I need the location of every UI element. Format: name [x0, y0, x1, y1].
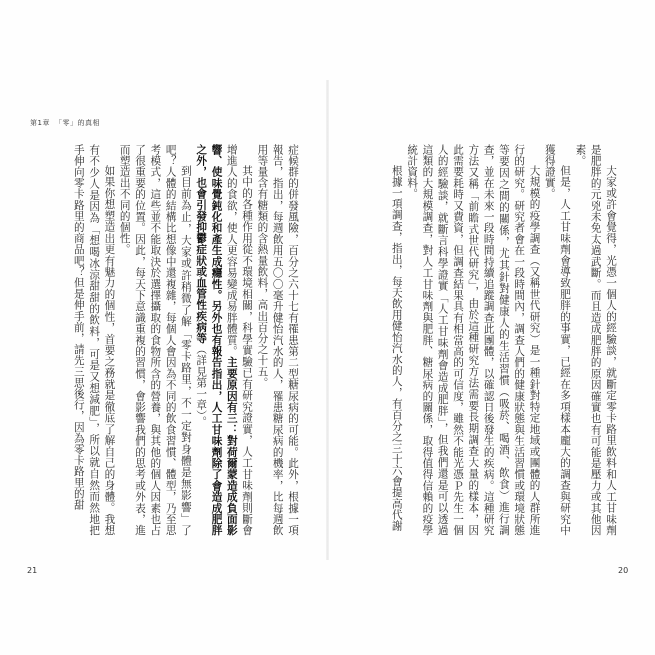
paragraph: 根據一項調查，指出，每天飲用健怡汽水的人，有百分之三十六會提高代謝	[390, 165, 403, 532]
paragraph: 大家或許會覺得，光憑一個人的經驗談，就斷定零卡路里飲料和人工甘味劑是肥胖的元兇未免太過武斷。而且造成肥胖的原因確實也有可能是壓力或其他因素。	[574, 144, 617, 536]
paragraph: 大規模的疫學調查（又稱世代研究）是一種針對特定地域或團體的人群所進行的研究。研究者會在一段時間內，調查人們的健康狀態與生活習慣或環境狀態等要因之間的關係，尤其針對健康人的生活習慣（吸菸、喝酒、飲食）進行調查，並在未來一段時間持續追蹤調查此團體，以確認日後發生的疾病。這種研究方法又稱「前瞻式世代研究」，由於這種研究方法需要長期調查大量的樣本，因此需要耗時又費資，但調查結果具有相當高的可信度，雖然不能光憑Ｐ先生一個人的經驗談，就斷言科學證實「人工甘味劑會造成肥胖」，但我們還是可以透過這類的大規模調查，對人工甘味劑與肥胖、糖尿病的關係，取得值得信賴的疫學統計資料。	[406, 144, 541, 536]
paragraph-text: （詳見第一章）。	[195, 343, 208, 428]
emphasized-text: 主要原因有三：對荷爾蒙造成負面影響、使味覺鈍化和產生成癮性。另外也有報告指出，人工甘味劑除了會造成肥胖之外，也會引發抑鬱症狀或血管性疾病等	[195, 144, 238, 536]
right-page-body	[380, 144, 618, 536]
right-page	[328, 0, 655, 655]
paragraph: 如果你想塑造出更有魅力的個性，首要之務就是徹底了解自己的身體。我想有不少人是因為「想喝冰涼甜甜的飲料，可是又想減肥」，所以就自然而然地把手伸向零卡路里的商品吧？但是伸手前，請先三思後行，因為零卡路里的甜	[72, 144, 116, 536]
page-number-left: 21	[27, 566, 38, 575]
paragraph: 到目前為止，大家或許稍微了解「零卡路里，不一定對身體是無影響」了吧？人體的結構比想像中還複雜，每個人會因為不同的飲食習慣、體型，乃至思考模式，這些並不能取決於選擇攝取的食物所含的營養，與其他的個人因素也占了很重要的位置。因此，每天下意識重複的習慣，會影響我們的思考或外表，進而塑造出不同的個性。	[118, 144, 192, 536]
page-number-right: 20	[618, 566, 629, 575]
chapter-label: 第1章	[30, 119, 50, 127]
running-head	[30, 118, 100, 128]
paragraph-text: 其中的各種作用從不環境相關，科學實驗已有研究證實，人工甘味劑則斷會增進人的食欲，使人更容易變成易胖體質。	[225, 144, 254, 536]
chapter-title: 「零」的真相	[54, 119, 100, 127]
left-page-body	[72, 144, 300, 536]
paragraph: 症候群的併發風險，百分之六十七有罹患第二型糖尿病的可能。此外，根據一項報告，指出，每週飲用五〇〇毫升健怡汽水的人，罹患糖尿病的機率，比每週飲用等量含有糖類的含熱量飲料，高出百分之十五。	[256, 144, 299, 536]
paragraph	[193, 144, 254, 536]
left-page	[0, 0, 327, 655]
paragraph: 但是，人工甘味劑會導致肥胖的事實，已經在多項樣本龐大的調查與研究中獲得證實。	[543, 144, 572, 536]
